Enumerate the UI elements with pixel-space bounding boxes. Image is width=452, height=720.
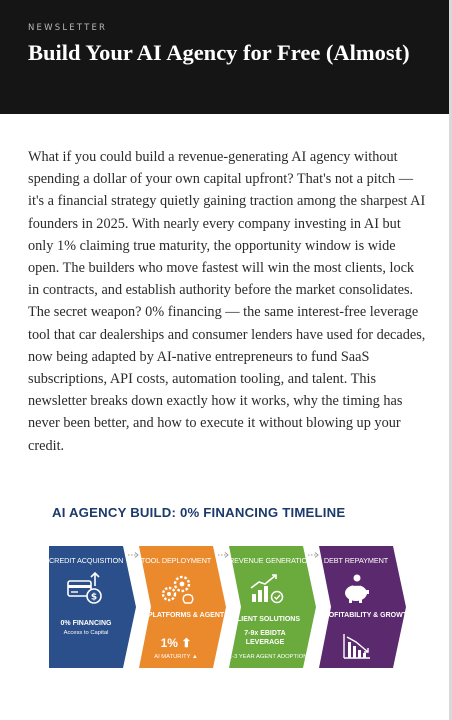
metric-number: 1% — [160, 636, 178, 650]
svg-text:$: $ — [90, 592, 98, 603]
stage-credit-acquisition — [49, 546, 136, 668]
timeline-infographic — [28, 485, 426, 697]
small-up-arrow-icon: ▲ — [192, 654, 198, 660]
stage-label: PROFITABILITY & GROWTH — [319, 612, 413, 619]
article-body: What if you could build a revenue-generating AI agency without spending a dollar of your own capital upfront? That's not a pitch — it's a financial strategy quietly gaining traction among the sharpest AI founders in 2025. With nearly every company investing in AI but only 1% claiming true maturity, the opportunity window is wide open. The builders who move fastest will win the most clients, lock in contracts, and establish authority before the market consolidates. The secret weapon? 0% financing — the same interest-free leverage tool that car dealerships and consumer lenders have used for decades, now being adapted by AI-native entrepreneurs to fund SaaS subscriptions, API costs, automation tooling, and talent. This newsletter breaks down exactly how it works, why the timing has never been better, and how to execute it without blowing up your credit. — [28, 149, 426, 454]
stage-heading: REVENUE GENERATION — [229, 556, 313, 565]
stage-revenue-generation — [229, 546, 316, 668]
metric-caption: AI MATURITY — [154, 654, 191, 660]
timeline-title: AI AGENCY BUILD: 0% FINANCING TIMELINE — [52, 505, 346, 520]
decline-chart-icon — [342, 632, 372, 660]
stage-heading: CREDIT ACQUISITION — [49, 556, 124, 565]
piggy-bank-icon — [336, 572, 376, 606]
stage-heading: TOOL DEPLOYMENT — [140, 556, 212, 565]
stage-heading: DEBT REPAYMENT — [323, 556, 389, 565]
stage-label: CLIENT SOLUTIONS — [231, 616, 301, 623]
section-eyebrow: NEWSLETTER — [28, 23, 108, 33]
stage-metric-label: 7-9x EBIDTA LEVERAGE — [244, 630, 286, 646]
stage-sublabel — [139, 654, 213, 660]
credit-card-dollar-icon — [66, 572, 106, 606]
up-arrow-icon: ⬆ — [181, 636, 192, 650]
newsletter-header — [0, 0, 452, 114]
stage-tool-deployment — [139, 546, 229, 668]
gears-brain-icon — [156, 572, 196, 606]
stage-sublabel: 1-3 YEAR AGENT ADOPTION — [229, 654, 308, 660]
stage-label: 0% FINANCING — [60, 620, 112, 627]
stage-label: AI PLATFORMS & AGENTS — [139, 612, 229, 619]
article-title: Build Your AI Agency for Free (Almost) — [28, 40, 410, 65]
growth-chart-icon — [246, 572, 286, 606]
stage-sublabel: Access to Capital — [63, 630, 109, 636]
stage-metric-value — [139, 636, 213, 650]
stage-debt-repayment — [319, 546, 413, 668]
